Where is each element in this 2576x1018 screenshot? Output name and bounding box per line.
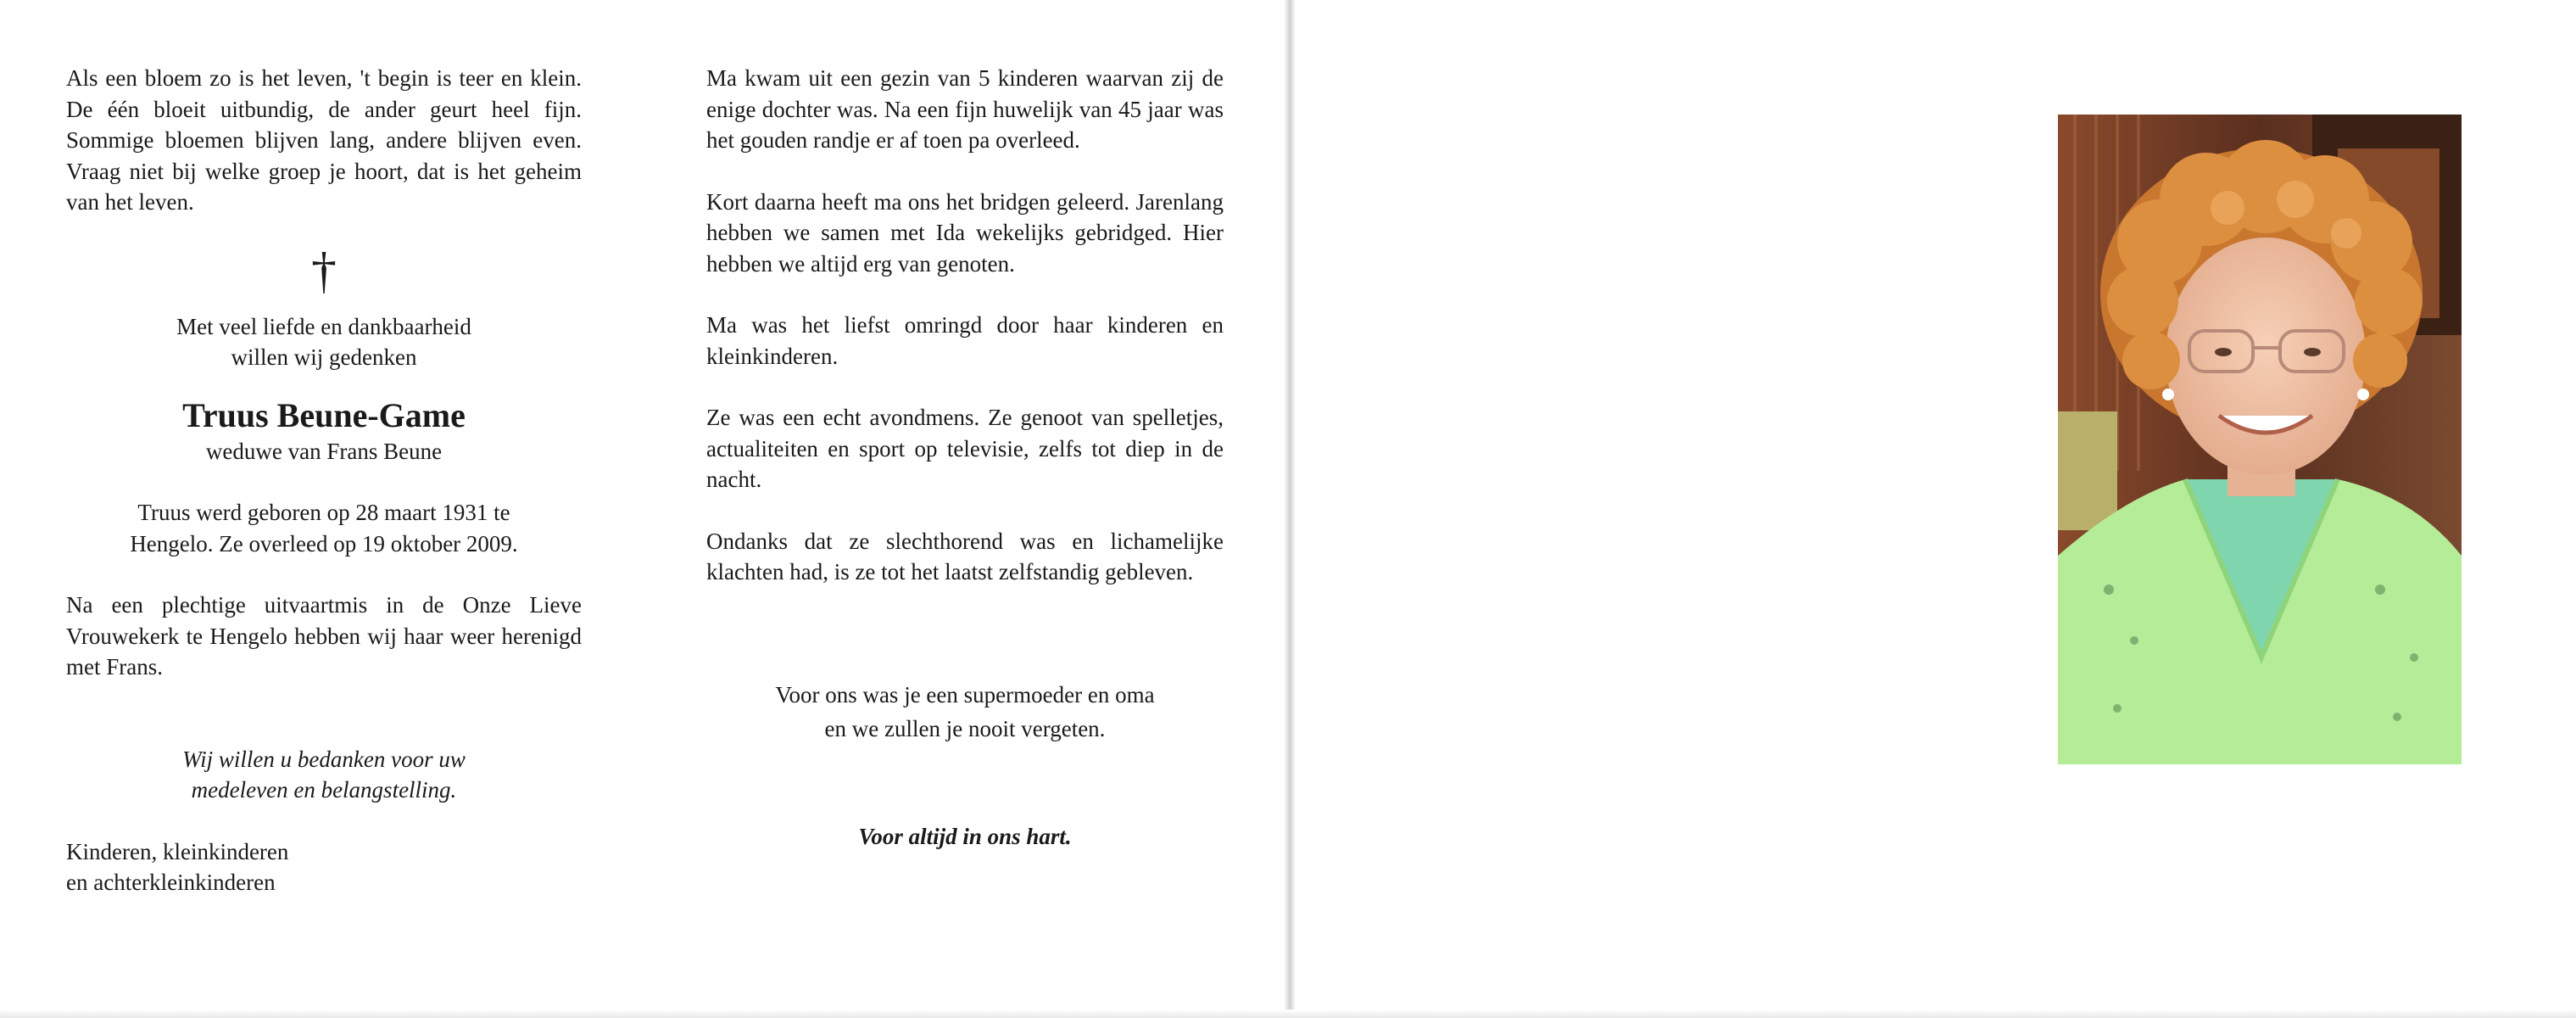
intro-line-2: willen wij gedenken [231,344,417,370]
card-bottom-edge [0,1010,2576,1018]
left-text-column [66,63,582,898]
deceased-name: Truus Beune-Game [182,395,466,434]
birth-death-line-1: Truus werd geboren op 28 maart 1931 te [137,500,510,525]
signoff-line-1: Kinderen, kleinkinderen [66,838,289,864]
card-inner-page [0,0,1291,1015]
cross-icon: † [311,242,337,299]
right-text-column [706,63,1224,852]
thanks-line-1: Wij willen u bedanken voor uw [182,746,466,772]
life-paragraph-5: Ondanks dat ze slechthorend was en lichamelijke klachten had, is ze tot het laatst zelfstandig gebleven. [706,528,1224,585]
life-paragraph-1: Ma kwam uit een gezin van 5 kinderen waarvan zij de enige dochter was. Na een fijn huwelijk van 45 jaar was het gouden randje er af toen pa overleed. [706,65,1224,153]
funeral-paragraph: Na een plechtige uitvaartmis in de Onze Lieve Vrouwekerk te Hengelo hebben wij haar weer herenigd met Frans. [66,592,582,680]
closing-line-2: en we zullen je nooit vergeten. [824,716,1106,741]
life-paragraph-3: Ma was het liefst omringd door haar kinderen en kleinkinderen. [706,312,1224,369]
card-fold [1284,0,1296,1018]
life-paragraph-2: Kort daarna heeft ma ons het bridgen geleerd. Jarenlang hebben we samen met Ida wekelijks gebridged. Hier hebben we altijd erg van genoten. [706,188,1224,277]
thanks-line-2: medeleven en belangstelling. [191,777,457,803]
signoff-line-2: en achterkleinkinderen [66,870,276,895]
final-line: Voor altijd in ons hart. [858,823,1072,849]
opening-poem: Als een bloem zo is het leven, 't begin is teer en klein. De één bloeit uitbundig, de ander geurt heel fijn. Sommige bloemen blijven lang, andere blijven even. Vraag niet bij welke groep je hoort, dat is het geheim van het leven. [66,65,582,215]
portrait-photo [2058,115,2462,764]
portrait-illustration [2058,115,2462,764]
closing-line-1: Voor ons was je een supermoeder en oma [775,681,1155,708]
birth-death-line-2: Hengelo. Ze overleed op 19 oktober 2009. [130,530,518,557]
intro-line-1: Met veel liefde en dankbaarheid [176,313,471,339]
spouse-line: weduwe van Frans Beune [205,438,443,464]
life-paragraph-4: Ze was een echt avondmens. Ze genoot van spelletjes, actualiteiten en sport op televisie, zelfs tot diep in de nacht. [706,405,1224,492]
